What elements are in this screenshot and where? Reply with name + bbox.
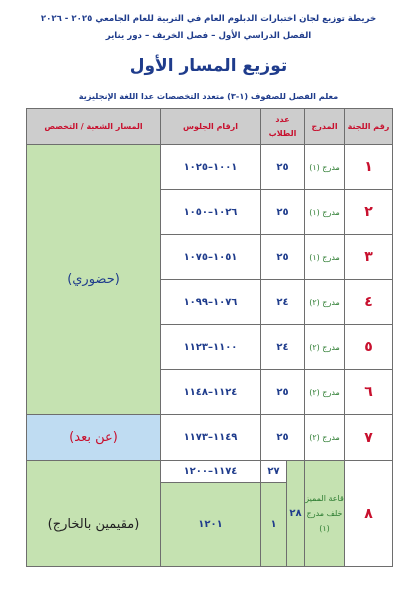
path-onsite: (حضوري) [27,145,161,415]
committee-number: ٣ [345,235,393,280]
student-count: ٢٧ [261,461,287,483]
hall-cell: مدرج (٢) [305,415,345,461]
table-row [27,461,393,483]
committee-number: ٥ [345,325,393,370]
col-header-count: عدد الطلاب [261,109,305,145]
col-header-path: المسار الشعبة / التخصص [27,109,161,145]
committee-number: ٤ [345,280,393,325]
seat-range: ١١٧٤–١٢٠٠ [161,461,261,483]
hall-cell: قاعة المميز خلف مدرج (١) [305,461,345,567]
col-header-hall: المدرج [305,109,345,145]
hall-cell: مدرج (٢) [305,280,345,325]
committee-number: ٨ [345,461,393,567]
seat-range: ١٢٠١ [161,483,261,567]
student-count: ٢٥ [261,415,305,461]
path-filler [27,461,161,483]
path-abroad: (مقيمين بالخارج) [27,483,161,567]
committee-total: ٢٨ [287,461,305,567]
student-count: ١ [261,483,287,567]
col-header-committee: رقم اللجنة [345,109,393,145]
path-remote: (عن بعد) [27,415,161,461]
hall-cell: مدرج (٢) [305,325,345,370]
student-count: ٢٤ [261,325,305,370]
committee-number: ٧ [345,415,393,461]
seat-range: ١٠٢٦–١٠٥٠ [161,190,261,235]
hall-cell: مدرج (١) [305,190,345,235]
committee-number: ١ [345,145,393,190]
student-count: ٢٥ [261,235,305,280]
page-title: توزيع المسار الأول [129,56,288,76]
hall-cell: مدرج (٢) [305,370,345,415]
seat-range: ١٠٥١–١٠٧٥ [161,235,261,280]
col-header-seats: ارقام الجلوس [161,109,261,145]
seat-range: ١٠٧٦–١٠٩٩ [161,280,261,325]
student-count: ٢٤ [261,280,305,325]
student-count: ٢٥ [261,370,305,415]
table-row [27,145,393,190]
header-line-2: الفصل الدراسي الأول – فصل الخريف – دور يناير [105,31,312,41]
seat-range: ١٠٠١–١٠٢٥ [161,145,261,190]
student-count: ٢٥ [261,145,305,190]
student-count: ٢٥ [261,190,305,235]
hall-cell: مدرج (١) [305,145,345,190]
distribution-table [26,108,393,567]
seat-range: ١١٠٠–١١٢٣ [161,325,261,370]
seat-range: ١١٢٤–١١٤٨ [161,370,261,415]
hall-cell: مدرج (١) [305,235,345,280]
header-line-1: خريطة توزيع لجان اختبارات الدبلوم العام في التربية للعام الجامعي ٢٠٢٥ - ٢٠٢٦ [40,14,377,24]
page-subtitle: معلم الفصل للصفوف (١-٣) متعدد التخصصات عدا اللغة الإنجليزية [78,91,339,101]
table-row [27,415,393,461]
seat-range: ١١٤٩–١١٧٣ [161,415,261,461]
committee-number: ٦ [345,370,393,415]
committee-number: ٢ [345,190,393,235]
